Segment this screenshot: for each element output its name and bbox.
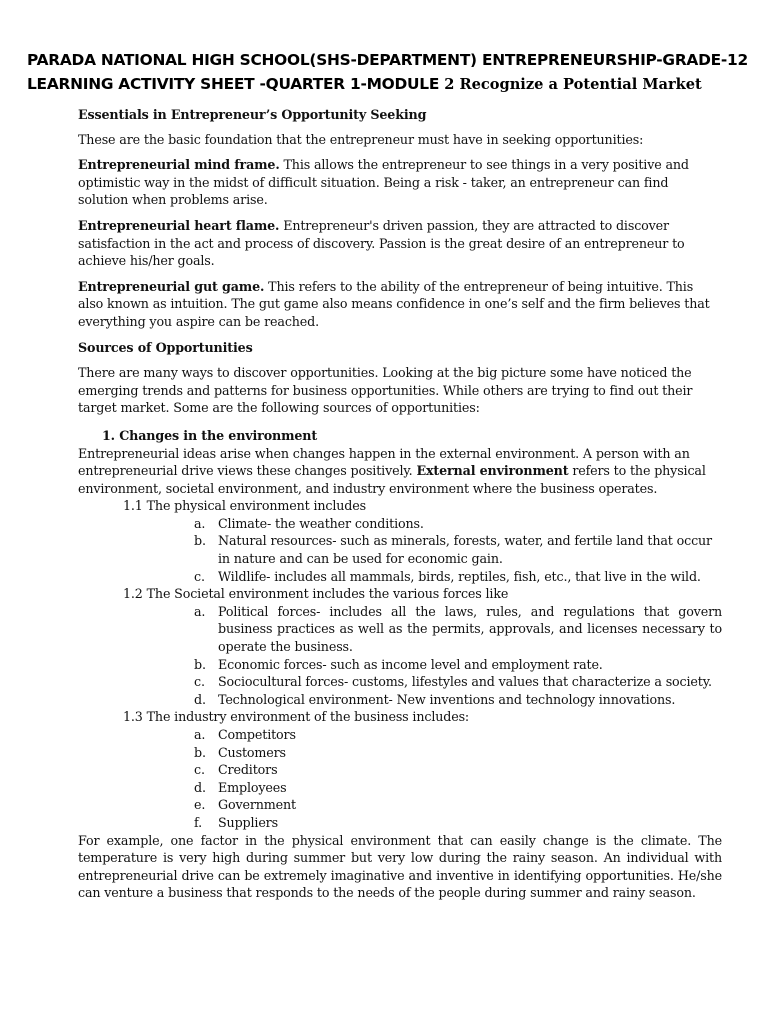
list-letter: e. bbox=[194, 797, 206, 813]
list-item bbox=[78, 761, 722, 779]
header-line-2 bbox=[27, 75, 702, 93]
list-text: Climate- the weather conditions. bbox=[218, 515, 424, 531]
list-item bbox=[78, 726, 722, 744]
essential-item-gut-game bbox=[78, 278, 722, 331]
list-item bbox=[78, 744, 722, 762]
header-module-title: 2 Recognize a Potential Market bbox=[444, 76, 702, 93]
physical-environment-title: 1.1 The physical environment includes bbox=[123, 498, 366, 514]
societal-environment-title: 1.2 The Societal environment includes the various forces like bbox=[123, 586, 509, 602]
header-module-label: LEARNING ACTIVITY SHEET -QUARTER 1-MODULE bbox=[27, 75, 440, 93]
essential-item-heart-flame bbox=[78, 217, 722, 270]
sources-heading: Sources of Opportunities bbox=[78, 339, 253, 355]
list-text: Political forces- includes all the laws, rules, and regulations that govern business practices as well as the permits, approvals, and licenses necessary to operate the business. bbox=[218, 603, 722, 655]
industry-environment-title: 1.3 The industry environment of the business includes: bbox=[123, 709, 470, 725]
list-item bbox=[78, 515, 722, 533]
source-item-1-text bbox=[78, 445, 722, 498]
list-letter: a. bbox=[194, 515, 206, 531]
physical-environment-list bbox=[78, 515, 722, 585]
list-letter: c. bbox=[194, 762, 205, 778]
list-text: Technological environment- New inventions and technology innovations. bbox=[218, 691, 676, 707]
document-body bbox=[78, 106, 722, 902]
societal-environment-list bbox=[78, 603, 722, 709]
essential-term: Entrepreneurial gut game. bbox=[78, 278, 265, 294]
list-letter: b. bbox=[194, 656, 206, 672]
list-text: Sociocultural forces- customs, lifestyles and values that characterize a society. bbox=[218, 674, 712, 690]
list-item bbox=[78, 814, 722, 832]
source-item-1-title: 1. Changes in the environment bbox=[102, 427, 318, 443]
list-letter: f. bbox=[194, 814, 202, 830]
list-letter: c. bbox=[194, 568, 205, 584]
list-text: Customers bbox=[218, 744, 286, 760]
header-line-1: PARADA NATIONAL HIGH SCHOOL(SHS-DEPARTMENT) ENTREPRENEURSHIP-GRADE-12 bbox=[27, 51, 748, 69]
list-text: Wildlife- includes all mammals, birds, reptiles, fish, etc., that live in the wild. bbox=[218, 568, 701, 584]
essential-term: Entrepreneurial heart flame. bbox=[78, 217, 280, 233]
source-text-part: Entrepreneurial ideas arise when changes happen in the external environment. A person with an entrepreneurial drive views these changes positively. bbox=[78, 445, 690, 479]
list-letter: d. bbox=[194, 779, 206, 795]
list-letter: a. bbox=[194, 603, 206, 619]
list-item bbox=[78, 656, 722, 674]
external-environment-term: External environment bbox=[416, 463, 569, 479]
list-text: Economic forces- such as income level and employment rate. bbox=[218, 656, 603, 672]
list-text: Employees bbox=[218, 779, 287, 795]
list-text: Suppliers bbox=[218, 814, 278, 830]
essentials-intro: These are the basic foundation that the entrepreneur must have in seeking opportunities: bbox=[78, 131, 644, 147]
essential-item-mind-frame bbox=[78, 156, 722, 209]
list-text: Competitors bbox=[218, 727, 296, 742]
source-text-part: refers to the physical environment, societal environment, and industry environment where the business operates. bbox=[78, 463, 706, 496]
list-item bbox=[78, 691, 722, 709]
essential-text: Entrepreneur's driven passion, they are attracted to discover satisfaction in the act and process of discovery. Passion is the great desire of an entrepreneur to achieve his/her goals. bbox=[78, 217, 685, 269]
list-letter: c. bbox=[194, 674, 205, 690]
industry-environment-list bbox=[78, 726, 722, 832]
list-letter: b. bbox=[194, 533, 206, 549]
sources-intro: There are many ways to discover opportunities. Looking at the big picture some have noticed the emerging trends and patterns for business opportunities. While others are trying to find out their target market. Some are the following sources of opportunities: bbox=[78, 365, 693, 416]
list-letter: a. bbox=[194, 727, 206, 742]
list-item bbox=[78, 673, 722, 691]
list-letter: b. bbox=[194, 744, 206, 760]
list-item bbox=[78, 603, 722, 656]
list-item bbox=[78, 568, 722, 586]
essentials-heading: Essentials in Entrepreneur’s Opportunity Seeking bbox=[78, 107, 427, 122]
list-text: Government bbox=[218, 797, 296, 813]
list-text: Natural resources- such as minerals, forests, water, and fertile land that occur in nature and can be used for economic gain. bbox=[218, 533, 712, 567]
essential-term: Entrepreneurial mind frame. bbox=[78, 157, 280, 173]
list-text: Creditors bbox=[218, 762, 278, 778]
example-paragraph: For example, one factor in the physical environment that can easily change is the climate. The temperature is very high during summer but very low during the rainy season. An individual with entrepreneurial drive can be extremely imaginative and inventive in identifying opportunities. He/she can venture a business that responds to the needs of the people during summer and rainy season. bbox=[78, 832, 722, 901]
list-item bbox=[78, 796, 722, 814]
list-item bbox=[78, 532, 722, 567]
list-item bbox=[78, 779, 722, 797]
essential-text: This allows the entrepreneur to see things in a very positive and optimistic way in the midst of difficult situation. Being a risk - taker, an entrepreneur can find solution when problems arise. bbox=[78, 157, 689, 208]
list-letter: d. bbox=[194, 691, 206, 707]
essential-text: This refers to the ability of the entrepreneur of being intuitive. This also known as intuition. The gut game also means confidence in one’s self and the firm believes that everything you aspire can be reached. bbox=[78, 278, 710, 329]
